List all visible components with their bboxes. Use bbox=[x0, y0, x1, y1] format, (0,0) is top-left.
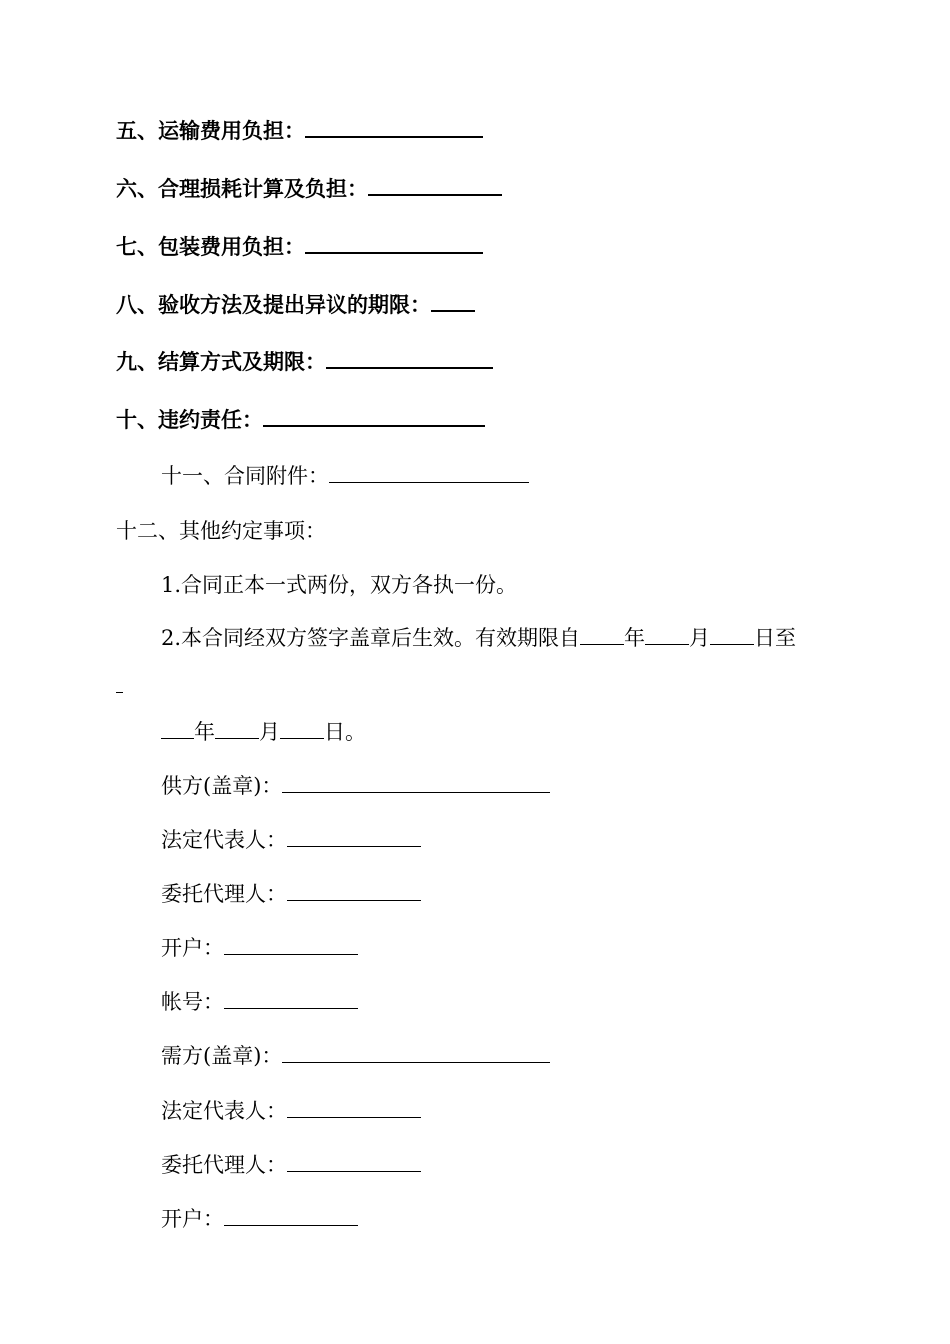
supplier-party bbox=[161, 772, 550, 800]
field-label: 供方(盖章)： bbox=[161, 774, 283, 798]
buyer-rep-blank[interactable] bbox=[287, 1117, 421, 1118]
supplier-bank-blank[interactable] bbox=[224, 954, 358, 955]
clause-label: 六、合理损耗计算及负担： bbox=[116, 177, 368, 201]
month-label: 月 bbox=[259, 720, 280, 744]
start-day-blank[interactable] bbox=[710, 644, 754, 645]
buyer-agent bbox=[161, 1151, 421, 1179]
supplier-rep-blank[interactable] bbox=[287, 846, 421, 847]
wrapped-blank bbox=[116, 672, 123, 700]
buyer-bank bbox=[161, 1205, 358, 1233]
supplier-bank bbox=[161, 934, 358, 962]
fill-blank[interactable] bbox=[305, 252, 483, 254]
fill-blank[interactable] bbox=[326, 367, 493, 369]
supplier-seal-blank[interactable] bbox=[282, 792, 550, 793]
day-to-label: 日至 bbox=[754, 626, 797, 650]
month-label: 月 bbox=[689, 626, 711, 650]
other-terms-heading bbox=[116, 517, 326, 545]
clause-label: 九、结算方式及期限： bbox=[116, 350, 326, 374]
clause-breach-liability bbox=[116, 406, 485, 434]
clause-loss-calculation bbox=[116, 175, 502, 203]
buyer-seal-blank[interactable] bbox=[282, 1062, 550, 1063]
day-end-label: 日。 bbox=[324, 720, 366, 744]
end-date bbox=[161, 718, 366, 746]
term-text: 2.本合同经双方签字盖章后生效。有效期限自 bbox=[161, 626, 581, 650]
end-year-blank[interactable] bbox=[161, 738, 194, 739]
fill-blank[interactable] bbox=[116, 692, 123, 693]
field-label: 需方(盖章)： bbox=[161, 1044, 283, 1068]
field-label: 委托代理人： bbox=[161, 882, 287, 906]
fill-blank[interactable] bbox=[305, 136, 483, 138]
field-label: 开户： bbox=[161, 936, 224, 960]
start-month-blank[interactable] bbox=[645, 644, 689, 645]
field-label: 法定代表人： bbox=[161, 828, 287, 852]
year-label: 年 bbox=[624, 626, 646, 650]
buyer-party bbox=[161, 1042, 550, 1070]
other-terms-item-2 bbox=[161, 624, 796, 652]
clause-label: 五、运输费用负担： bbox=[116, 119, 305, 143]
supplier-representative bbox=[161, 826, 421, 854]
buyer-representative bbox=[161, 1097, 421, 1125]
buyer-agent-blank[interactable] bbox=[287, 1171, 421, 1172]
supplier-agent-blank[interactable] bbox=[287, 900, 421, 901]
clause-inspection-method bbox=[116, 291, 475, 319]
buyer-bank-blank[interactable] bbox=[224, 1225, 358, 1226]
field-label: 法定代表人： bbox=[161, 1099, 287, 1123]
supplier-agent bbox=[161, 880, 421, 908]
fill-blank[interactable] bbox=[263, 425, 485, 427]
fill-blank[interactable] bbox=[431, 310, 475, 312]
fill-blank[interactable] bbox=[368, 194, 502, 196]
end-day-blank[interactable] bbox=[280, 738, 324, 739]
fill-blank[interactable] bbox=[329, 482, 529, 483]
term-text: 1.合同正本一式两份，双方各执一份。 bbox=[161, 573, 518, 597]
supplier-account bbox=[161, 988, 358, 1016]
field-label: 帐号： bbox=[161, 990, 224, 1014]
section-heading: 十二、其他约定事项： bbox=[116, 519, 326, 543]
clause-settlement-method bbox=[116, 348, 493, 376]
clause-packaging-cost bbox=[116, 233, 483, 261]
clause-attachment bbox=[161, 462, 529, 490]
other-terms-item-1 bbox=[161, 571, 517, 599]
clause-label: 十一、合同附件： bbox=[161, 464, 329, 488]
supplier-account-blank[interactable] bbox=[224, 1008, 358, 1009]
year-label: 年 bbox=[194, 720, 215, 744]
start-year-blank[interactable] bbox=[580, 644, 624, 645]
clause-label: 十、违约责任： bbox=[116, 408, 263, 432]
field-label: 委托代理人： bbox=[161, 1153, 287, 1177]
clause-label: 七、包装费用负担： bbox=[116, 235, 305, 259]
clause-transport-cost bbox=[116, 117, 483, 145]
field-label: 开户： bbox=[161, 1207, 224, 1231]
clause-label: 八、验收方法及提出异议的期限： bbox=[116, 293, 431, 317]
end-month-blank[interactable] bbox=[215, 738, 259, 739]
